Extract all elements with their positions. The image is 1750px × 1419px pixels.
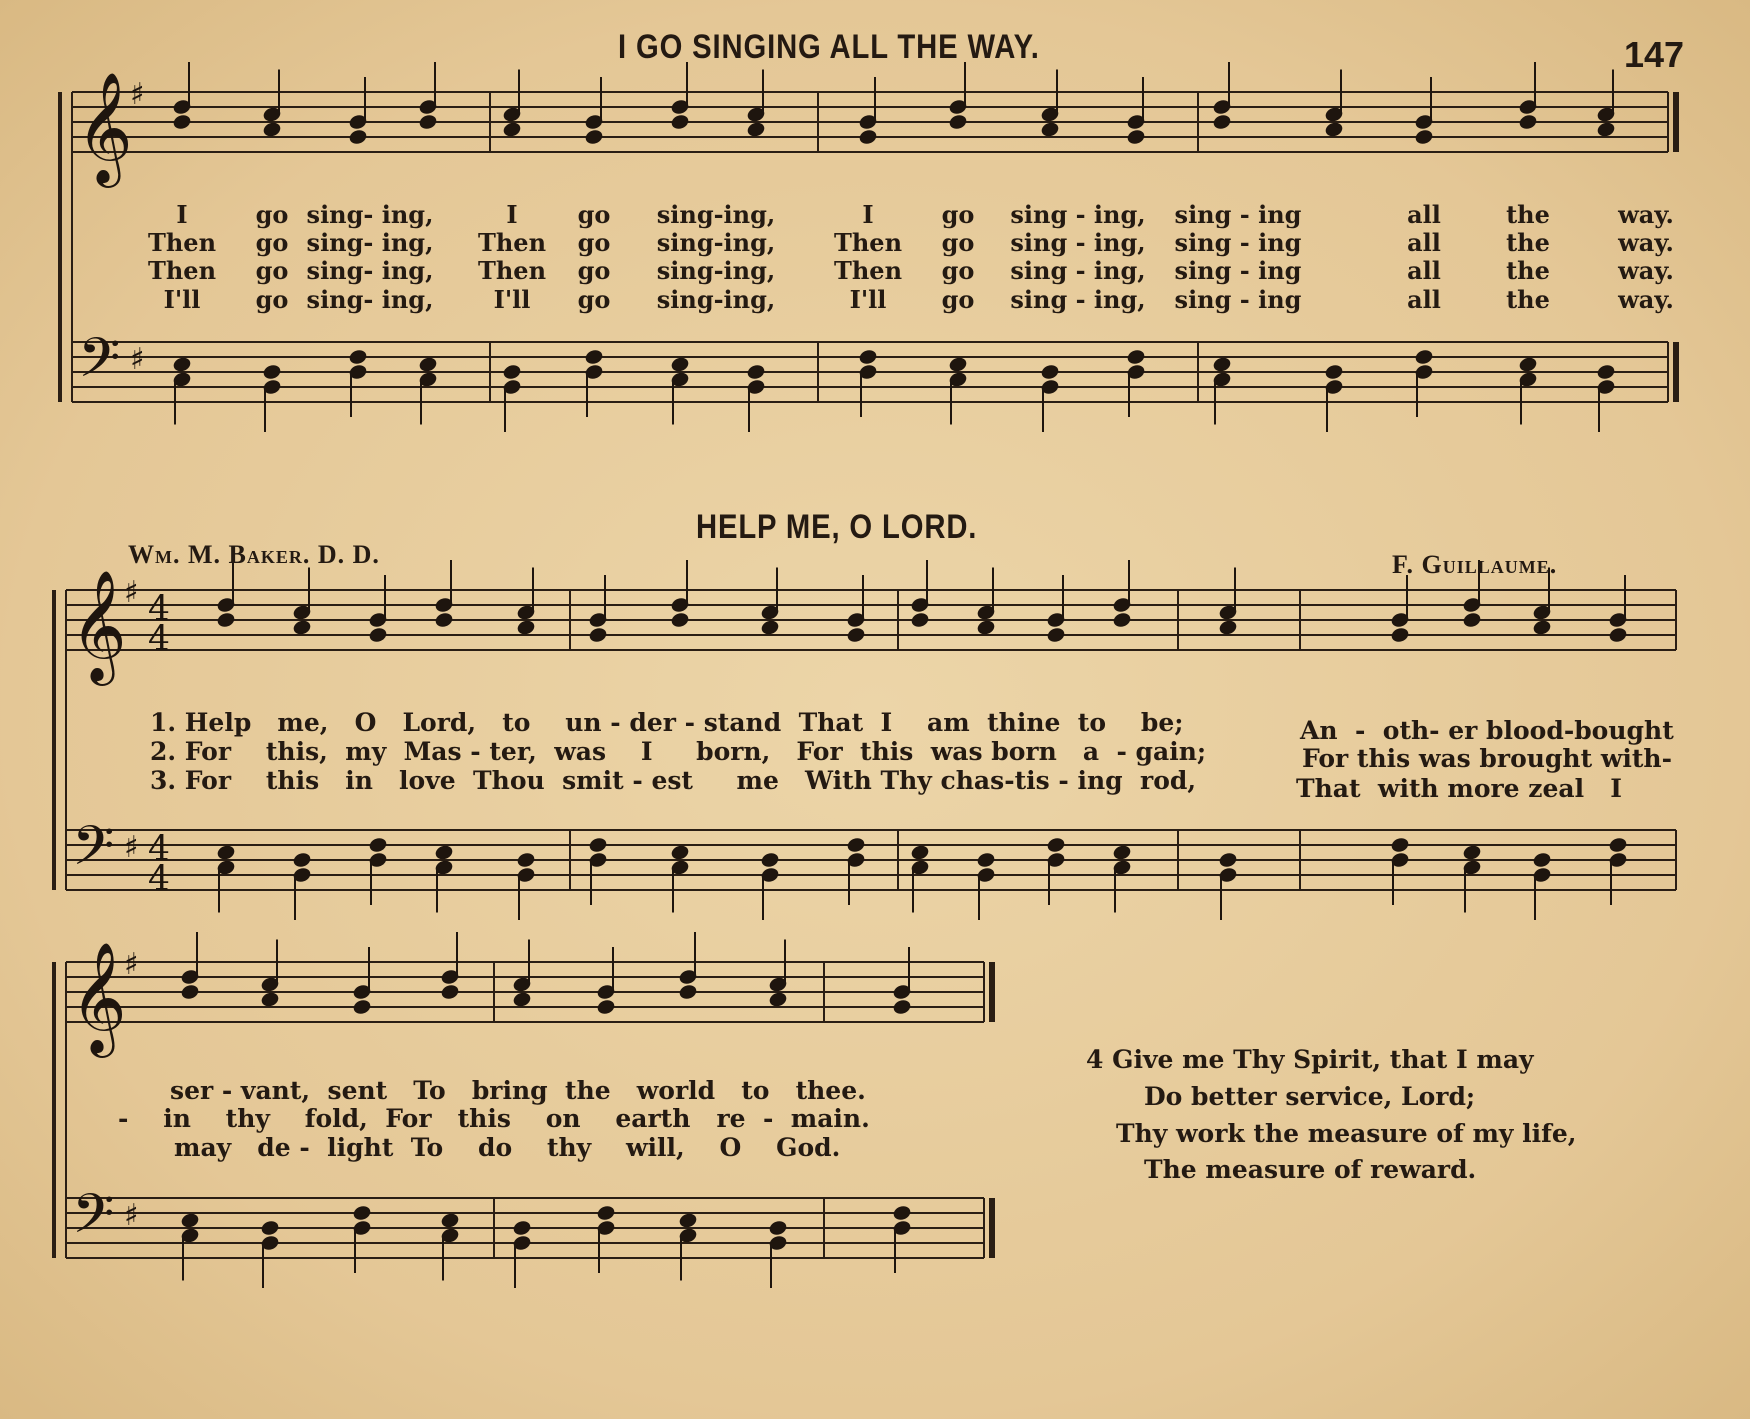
hymn1-verse1-word: I — [862, 200, 874, 229]
notehead — [1040, 364, 1059, 381]
notehead — [846, 837, 865, 854]
music-glyph: 𝄢 — [72, 814, 115, 891]
notehead — [512, 991, 531, 1008]
notehead — [440, 1212, 459, 1229]
notehead — [670, 612, 689, 629]
notehead — [1212, 114, 1231, 131]
notehead — [768, 1220, 787, 1237]
notehead — [1532, 852, 1551, 869]
hymn1-verse4-word: sing - ing, — [1010, 285, 1146, 314]
music-glyph: 𝄞 — [70, 941, 127, 1053]
notehead — [1126, 349, 1145, 366]
music-glyph: ♯ — [130, 77, 145, 112]
notehead — [596, 1205, 615, 1222]
music-glyph: ♯ — [124, 947, 139, 982]
music-glyph: ♯ — [124, 1198, 139, 1233]
notehead — [1324, 364, 1343, 381]
notehead — [1218, 619, 1237, 636]
hymn1-verse1-word: sing- ing, — [306, 200, 434, 229]
notehead — [678, 984, 697, 1001]
notehead — [670, 844, 689, 861]
notehead — [434, 844, 453, 861]
notehead — [1532, 619, 1551, 636]
hymn2-sys2-verse1: ser - vant, sent To bring the world to thee. — [170, 1076, 866, 1105]
hymn2-sys2-verse3: may de - light To do thy will, O God. — [174, 1133, 841, 1162]
notehead — [512, 1220, 531, 1237]
notehead — [172, 114, 191, 131]
hymn2-verse4-line2: Do better service, Lord; — [1144, 1082, 1476, 1111]
notehead — [670, 356, 689, 373]
notehead — [910, 612, 929, 629]
hymn1-verse2-word: Then — [477, 228, 547, 257]
notehead — [1040, 121, 1059, 138]
notehead — [260, 991, 279, 1008]
hymn2-verse4-line4: The measure of reward. — [1144, 1155, 1477, 1184]
hymn1-verse2-word: go — [255, 228, 289, 257]
notehead — [596, 999, 615, 1016]
hymn1-verse3-word: sing - ing, — [1010, 256, 1146, 285]
notehead — [858, 129, 877, 146]
notehead — [516, 852, 535, 869]
music-glyph: ♯ — [130, 342, 145, 377]
notehead — [502, 364, 521, 381]
hymn2-verse4-line1: 4 Give me Thy Spirit, that I may — [1086, 1045, 1534, 1074]
notehead — [1414, 129, 1433, 146]
notehead — [260, 1220, 279, 1237]
hymn1-verse1-word: way. — [1618, 200, 1674, 229]
hymn1-verse3-word: Then — [147, 256, 217, 285]
page-number: 147 — [1624, 34, 1685, 75]
hymn1-verse2-word: sing - ing — [1174, 228, 1302, 257]
hymn1-verse2-word: the — [1506, 228, 1550, 257]
notehead — [352, 1205, 371, 1222]
hymn2-composer: F. Guillaume. — [1392, 550, 1558, 579]
music-glyph: 𝄞 — [70, 569, 127, 681]
hymn1-verse1-word: all — [1407, 200, 1441, 229]
notehead — [588, 837, 607, 854]
notehead — [584, 129, 603, 146]
music-glyph: 4 — [148, 619, 170, 659]
music-glyph: 𝄢 — [78, 326, 121, 403]
notehead — [368, 837, 387, 854]
notehead — [948, 356, 967, 373]
hymn1-verse4-word: all — [1407, 285, 1441, 314]
hymn1-verse4-word: go — [941, 285, 975, 314]
hymn1-verse1-word: sing-ing, — [656, 200, 776, 229]
hymn1-verse4-word: way. — [1618, 285, 1674, 314]
hymn1-title: I GO SINGING ALL THE WAY. — [618, 28, 1040, 66]
notehead — [348, 349, 367, 366]
notehead — [846, 627, 865, 644]
notehead — [1126, 129, 1145, 146]
notehead — [892, 1205, 911, 1222]
hymn1-verse4-word: sing-ing, — [656, 285, 776, 314]
notehead — [1390, 627, 1409, 644]
hymn1-verse2-word: Then — [833, 228, 903, 257]
notehead — [1608, 837, 1627, 854]
notehead — [948, 114, 967, 131]
hymn1-verse1-word: go — [255, 200, 289, 229]
hymn1-verse4-word: the — [1506, 285, 1550, 314]
hymn1-verse4-word: I'll — [849, 285, 887, 314]
hymn1-verse1-word: the — [1506, 200, 1550, 229]
hymn1-verse3-word: the — [1506, 256, 1550, 285]
notehead — [216, 612, 235, 629]
notehead — [292, 619, 311, 636]
notehead — [746, 364, 765, 381]
notehead — [352, 999, 371, 1016]
notehead — [418, 356, 437, 373]
hymn1-verse4-word: sing- ing, — [306, 285, 434, 314]
hymn1-verse2-word: Then — [147, 228, 217, 257]
notehead — [262, 121, 281, 138]
notehead — [1608, 627, 1627, 644]
notehead — [584, 349, 603, 366]
hymn2-sys1-verse2: 2. For this, my Mas - ter, was I born, For this was born a - gain; — [150, 737, 1207, 766]
notehead — [418, 114, 437, 131]
notehead — [976, 852, 995, 869]
music-glyph: ♯ — [124, 575, 139, 610]
hymn2-author: Wm. M. Baker. D. D. — [128, 540, 380, 569]
hymn1-verse3-word: sing-ing, — [656, 256, 776, 285]
hymn1-verse2-word: sing-ing, — [656, 228, 776, 257]
notehead — [1518, 114, 1537, 131]
hymn1-verse3-word: go — [941, 256, 975, 285]
hymn1-verse1-word: go — [941, 200, 975, 229]
notehead — [1212, 356, 1231, 373]
notehead — [348, 129, 367, 146]
music-glyph: 4 — [148, 829, 170, 869]
hymn1-verse4-word: I'll — [163, 285, 201, 314]
notehead — [1518, 356, 1537, 373]
hymn1-verse4-word: go — [255, 285, 289, 314]
notehead — [1596, 364, 1615, 381]
hymn1-verse1-word: sing - ing, — [1010, 200, 1146, 229]
hymn1-verse3-word: all — [1407, 256, 1441, 285]
notehead — [1414, 349, 1433, 366]
hymn1-verse4-word: go — [577, 285, 611, 314]
hymn1-verse3-word: sing- ing, — [306, 256, 434, 285]
hymn1-verse2-word: all — [1407, 228, 1441, 257]
notehead — [292, 852, 311, 869]
notehead — [502, 121, 521, 138]
notehead — [434, 612, 453, 629]
music-glyph: 𝄢 — [72, 1182, 115, 1259]
hymn2-sys1-verse1: 1. Help me, O Lord, to un - der - stand That I am thine to be; — [150, 708, 1184, 737]
music-glyph: 4 — [148, 589, 170, 629]
hymn1-verse1-word: I — [506, 200, 518, 229]
hymn1-verse4-word: I'll — [493, 285, 531, 314]
notehead — [768, 991, 787, 1008]
hymn1-verse1-word: sing - ing — [1174, 200, 1302, 229]
notehead — [172, 356, 191, 373]
hymn1-verse2-word: way. — [1618, 228, 1674, 257]
notehead — [262, 364, 281, 381]
notehead — [1046, 627, 1065, 644]
notehead — [180, 984, 199, 1001]
notehead — [1462, 612, 1481, 629]
hymn1-verse2-word: go — [577, 228, 611, 257]
hymn1-verse2-word: go — [941, 228, 975, 257]
notehead — [588, 627, 607, 644]
notehead — [180, 1212, 199, 1229]
notehead — [858, 349, 877, 366]
notehead — [1112, 612, 1131, 629]
hymn1-verse2-word: sing - ing, — [1010, 228, 1146, 257]
music-glyph: 4 — [148, 859, 170, 899]
notehead — [670, 114, 689, 131]
notehead — [1218, 852, 1237, 869]
hymn1-verse3-word: Then — [833, 256, 903, 285]
notehead — [216, 844, 235, 861]
hymn1-verse4-word: sing - ing — [1174, 285, 1302, 314]
hymn1-verse3-word: way. — [1618, 256, 1674, 285]
notehead — [1462, 844, 1481, 861]
notehead — [1390, 837, 1409, 854]
hymn2-sys2-verse2: - in thy fold, For this on earth re - main. — [118, 1104, 870, 1133]
notehead — [892, 999, 911, 1016]
notehead — [368, 627, 387, 644]
notehead — [1112, 844, 1131, 861]
hymn1-verse2-word: sing- ing, — [306, 228, 434, 257]
notehead — [678, 1212, 697, 1229]
hymn2-sys1-verse3: 3. For this in love Thou smit - est me With Thy chas-tis - ing rod, — [150, 766, 1197, 795]
hymn1-verse3-word: go — [577, 256, 611, 285]
hymn2-sys1-ending2: For this was brought with- — [1302, 744, 1672, 773]
notehead — [1596, 121, 1615, 138]
notehead — [746, 121, 765, 138]
notehead — [760, 619, 779, 636]
hymn1-verse3-word: sing - ing — [1174, 256, 1302, 285]
hymn1-verse3-word: Then — [477, 256, 547, 285]
notehead — [976, 619, 995, 636]
notehead — [1046, 837, 1065, 854]
hymn2-sys1-ending1: An - oth- er blood-bought — [1300, 716, 1674, 745]
hymn2-sys1-ending3: That with more zeal I — [1296, 774, 1622, 803]
notehead — [440, 984, 459, 1001]
notehead — [1324, 121, 1343, 138]
hymn2-verse4-line3: Thy work the measure of my life, — [1116, 1119, 1577, 1148]
hymn1-verse3-word: go — [255, 256, 289, 285]
music-glyph: 𝄞 — [76, 71, 133, 183]
notehead — [910, 844, 929, 861]
notehead — [760, 852, 779, 869]
music-glyph: ♯ — [124, 830, 139, 865]
hymn2-title: HELP ME, O LORD. — [696, 508, 978, 546]
hymn1-verse1-word: I — [176, 200, 188, 229]
notehead — [516, 619, 535, 636]
hymn1-verse1-word: go — [577, 200, 611, 229]
